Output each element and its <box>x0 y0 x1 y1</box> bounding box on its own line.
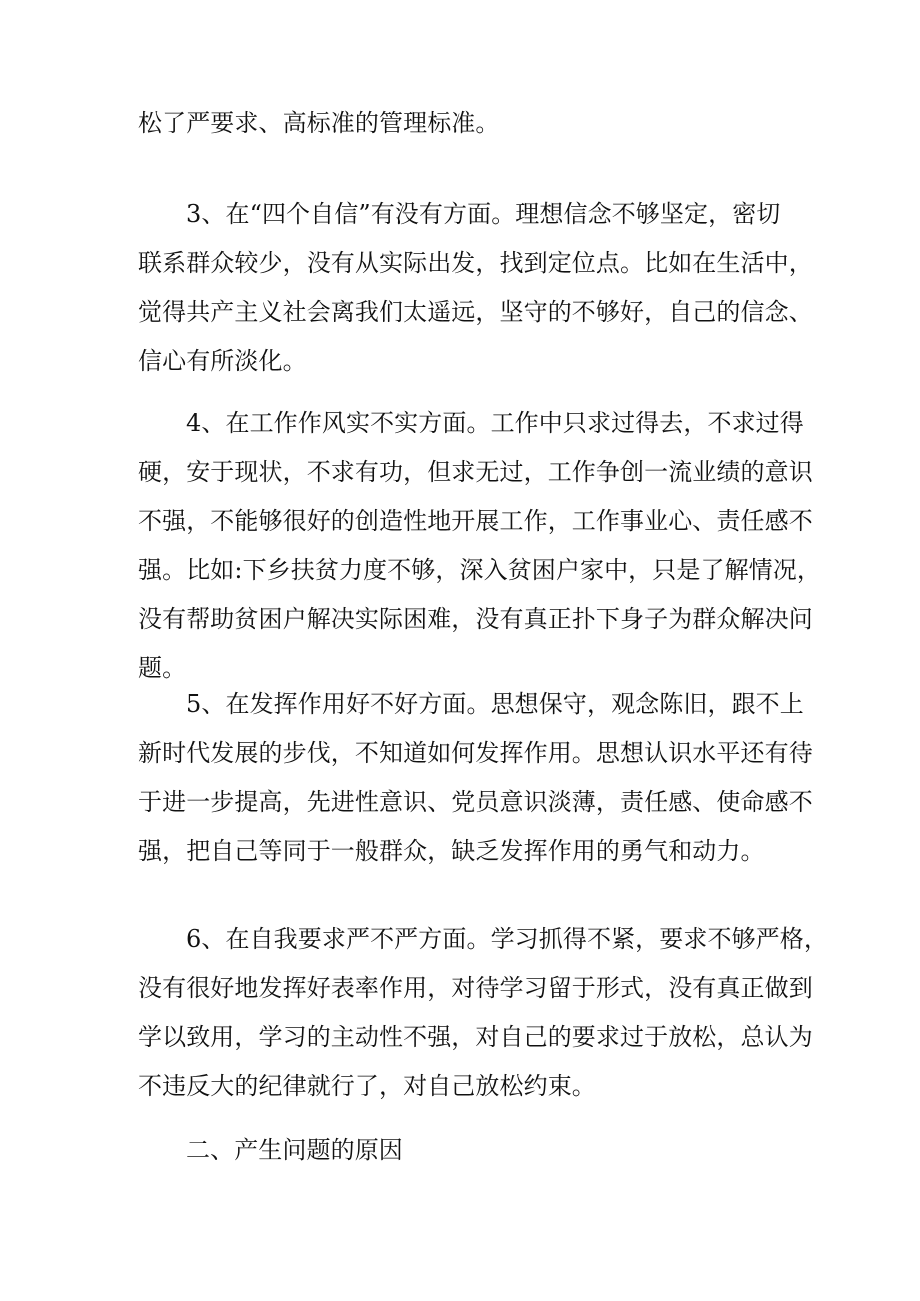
text-line: 新时代发展的步伐，不知道如何发挥作用。思想认识水平还有待 <box>138 739 813 767</box>
text-line: 强，把自己等同于一般群众，缺乏发挥作用的勇气和动力。 <box>138 837 765 865</box>
paragraph-item-6 <box>138 915 828 1111</box>
text-line: 没有帮助贫困户解决实际困难，没有真正扑下身子为群众解决问 <box>138 605 813 633</box>
paragraph-item-3 <box>138 190 813 386</box>
text-line: 5、在发挥作用好不好方面。思想保守，观念陈旧，跟不上 <box>186 690 804 718</box>
text-line: 4、在工作作风实不实方面。工作中只求过得去，不求过得 <box>186 409 804 437</box>
text-line: 觉得共产主义社会离我们太遥远，坚守的不够好，自己的信念、 <box>138 298 813 326</box>
paragraph-item-4 <box>138 399 821 693</box>
heading-text: 二、产生问题的原因 <box>186 1136 403 1164</box>
text-line: 联系群众较少，没有从实际出发，找到定位点。比如在生活中， <box>138 249 813 277</box>
text-line: 松了严要求、高标准的管理标准。 <box>138 109 500 137</box>
text-line: 强。比如:下乡扶贫力度不够，深入贫困户家中，只是了解情况， <box>138 556 821 584</box>
paragraph-continuation <box>138 99 798 148</box>
text-line: 于进一步提高，先进性意识、党员意识淡薄，责任感、使命感不 <box>138 788 813 816</box>
text-line: 3、在“四个自信”有没有方面。理想信念不够坚定，密切 <box>186 200 781 228</box>
text-line: 不违反大的纪律就行了，对自己放松约束。 <box>138 1072 596 1100</box>
text-line: 信心有所淡化。 <box>138 347 307 375</box>
paragraph-item-5 <box>138 680 813 876</box>
text-line: 6、在自我要求严不严方面。学习抓得不紧，要求不够严格， <box>186 925 828 953</box>
text-line: 学以致用，学习的主动性不强，对自己的要求过于放松，总认为 <box>138 1023 813 1051</box>
section-heading <box>138 1126 798 1175</box>
text-line: 不强，不能够很好的创造性地开展工作，工作事业心、责任感不 <box>138 507 813 535</box>
text-line: 硬，安于现状，不求有功，但求无过，工作争创一流业绩的意识 <box>138 458 813 486</box>
text-line: 题。 <box>138 654 187 682</box>
text-line: 没有很好地发挥好表率作用，对待学习留于形式，没有真正做到 <box>138 974 813 1002</box>
